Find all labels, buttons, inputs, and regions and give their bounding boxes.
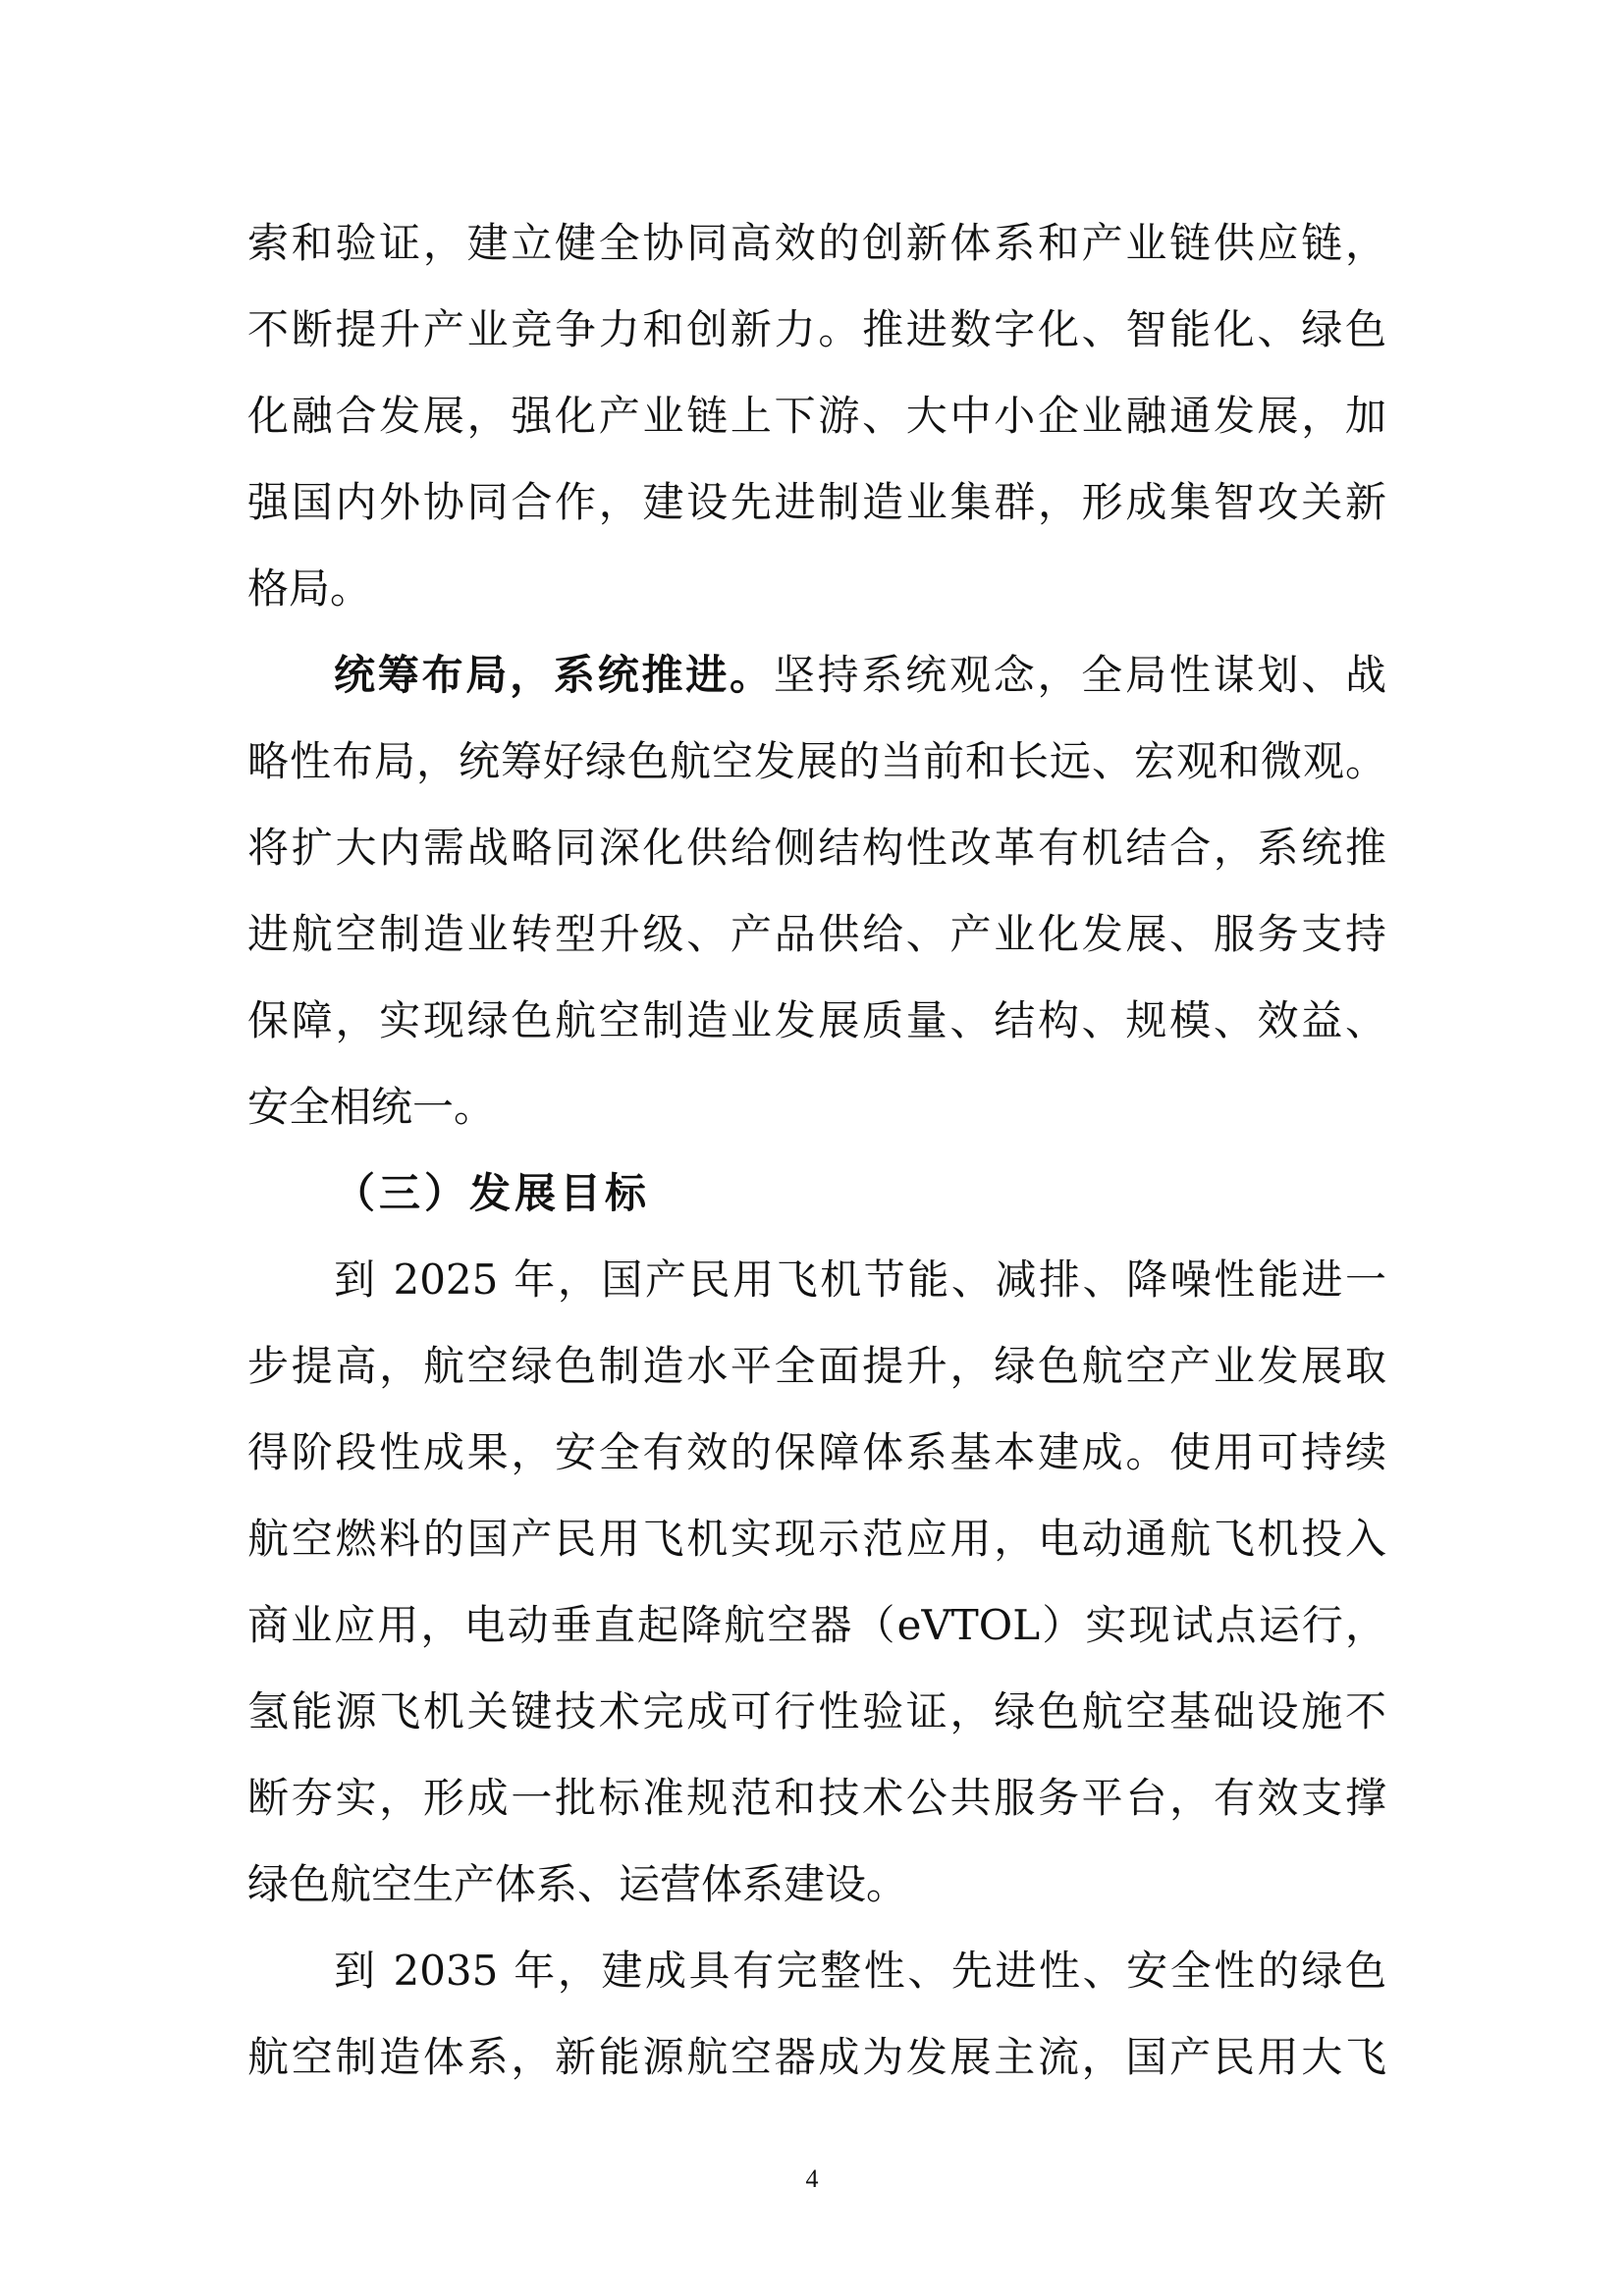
paragraph-line: 得阶段性成果，安全有效的保障体系基本建成。使用可持续 — [247, 1428, 1386, 1476]
paragraph-line: 断夯实，形成一批标准规范和技术公共服务平台，有效支撑 — [247, 1774, 1386, 1822]
paragraph-first-line: 到 2025 年，国产民用飞机节能、减排、降噪性能进一 — [334, 1255, 1386, 1304]
paragraph-line: 化融合发展，强化产业链上下游、大中小企业融通发展，加 — [247, 392, 1386, 440]
page-number: 4 — [805, 2164, 819, 2193]
paragraph-line: 步提高，航空绿色制造水平全面提升，绿色航空产业发展取 — [247, 1342, 1386, 1390]
paragraph-line: 绿色航空生产体系、运营体系建设。 — [247, 1860, 908, 1908]
paragraph-line: 索和验证，建立健全协同高效的创新体系和产业链供应链， — [247, 219, 1386, 267]
paragraph-line: 强国内外协同合作，建设先进制造业集群，形成集智攻关新 — [247, 478, 1386, 526]
paragraph-line: 将扩大内需战略同深化供给侧结构性改革有机结合，系统推 — [247, 824, 1386, 872]
paragraph-line: 保障，实现绿色航空制造业发展质量、结构、规模、效益、 — [247, 996, 1386, 1044]
paragraph-line: 安全相统一。 — [247, 1083, 496, 1131]
paragraph-line: 格局。 — [247, 564, 372, 613]
paragraph-first-line: 到 2035 年，建成具有完整性、先进性、安全性的绿色 — [334, 1947, 1386, 1995]
paragraph-line: 航空制造体系，新能源航空器成为发展主流，国产民用大飞 — [247, 2033, 1386, 2081]
paragraph-line: 进航空制造业转型升级、产品供给、产业化发展、服务支持 — [247, 910, 1386, 958]
paragraph-line: 航空燃料的国产民用飞机实现示范应用，电动通航飞机投入 — [247, 1515, 1386, 1563]
paragraph-line: 不断提升产业竞争力和创新力。推进数字化、智能化、绿色 — [247, 305, 1386, 353]
paragraph-line: 氢能源飞机关键技术完成可行性验证，绿色航空基础设施不 — [247, 1687, 1386, 1735]
paragraph-first-line — [334, 632, 1386, 719]
paragraph-line: 商业应用，电动垂直起降航空器（eVTOL）实现试点运行， — [247, 1601, 1386, 1649]
section-heading: （三）发展目标 — [334, 1169, 651, 1217]
paragraph-line: 略性布局，统筹好绿色航空发展的当前和长远、宏观和微观。 — [247, 737, 1386, 785]
bold-lead-text: 统筹布局，系统推进。 — [334, 651, 774, 699]
paragraph-text: 坚持系统观念，全局性谋划、战 — [773, 651, 1386, 699]
